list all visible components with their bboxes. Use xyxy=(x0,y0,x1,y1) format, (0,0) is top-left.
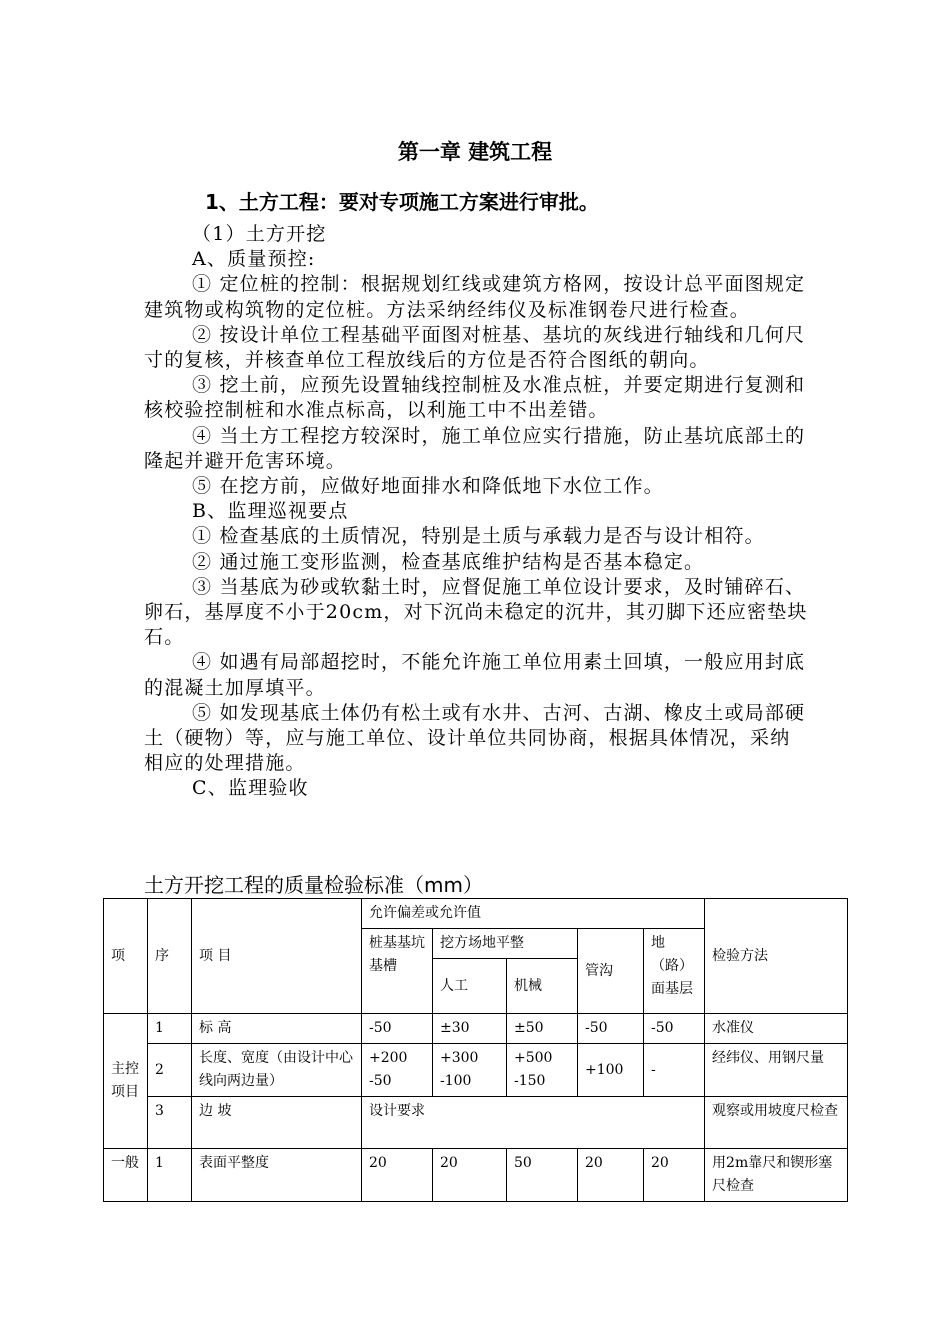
header-site-leveling: 挖方场地平整 xyxy=(433,929,578,959)
header-pile-foundation: 桩基基坑基槽 xyxy=(362,929,433,1014)
row-number: 1 xyxy=(148,1014,192,1044)
cell-value xyxy=(362,1044,433,1097)
header-item: 项 目 xyxy=(192,899,362,1014)
paragraph-b3: ③ 当基底为砂或软黏土时，应督促施工单位设计要求，及时铺碎石、卵石，基厚度不小于20cm，对下沉尚未稳定的沉井，其刃脚下还应密垫块石。 xyxy=(144,575,808,649)
row-item: 长度、宽度（由设计中心线向两边量） xyxy=(192,1044,362,1097)
paragraph-b1: ① 检查基底的土质情况，特别是土质与承载力是否与设计相符。 xyxy=(192,525,765,548)
row-number: 1 xyxy=(148,1149,192,1202)
body-text xyxy=(144,222,808,802)
group-main-control: 主控项目 xyxy=(104,1014,148,1149)
value-lower: -150 xyxy=(514,1073,546,1089)
cell-method: 经纬仪、用钢尺量 xyxy=(705,1044,848,1097)
paragraph-a2: ② 按设计单位工程基础平面图对桩基、基坑的灰线进行轴线和几何尺寸的复核，并核查单位工程放线后的方位是否符合图纸的朝向。 xyxy=(144,323,806,372)
cell-value: - xyxy=(644,1044,705,1097)
quality-standard-table xyxy=(103,898,848,1202)
heading-acceptance: C、监理验收 xyxy=(192,777,309,800)
chapter-title: 第一章 建筑工程 xyxy=(397,140,553,164)
header-category: 项 xyxy=(104,899,148,1014)
heading-inspection-points: B、监理巡视要点 xyxy=(192,500,349,523)
value-upper: +500 xyxy=(514,1050,553,1066)
row-number: 2 xyxy=(148,1044,192,1097)
header-road-base: 地（路）面基层 xyxy=(644,929,705,1014)
paragraph-a1: ① 定位桩的控制：根据规划红线或建筑方格网，按设计总平面图规定建筑物或构筑物的定位桩。方法采纳经纬仪及标准钢卷尺进行检查。 xyxy=(144,273,806,321)
header-sequence: 序 xyxy=(148,899,192,1014)
paragraph-b5: ⑤ 如发现基底土体仍有松土或有水井、古河、古湖、橡皮土或局部硬土（硬物）等，应与施工单位、设计单位共同协商，根据具体情况，采纳相应的处理措施。 xyxy=(144,701,806,775)
cell-value: 20 xyxy=(644,1149,705,1202)
cell-method: 观察或用坡度尺检查 xyxy=(705,1097,848,1149)
cell-value: ±50 xyxy=(507,1014,578,1044)
cell-value xyxy=(433,1044,507,1097)
cell-value: 20 xyxy=(578,1149,644,1202)
value-upper: +300 xyxy=(440,1050,479,1066)
cell-value: -50 xyxy=(578,1014,644,1044)
cell-method: 水准仪 xyxy=(705,1014,848,1044)
heading-earthwork: （1）土方开挖 xyxy=(192,223,327,245)
row-item: 边 坡 xyxy=(192,1097,362,1149)
header-inspection-method: 检验方法 xyxy=(705,899,848,1014)
cell-value xyxy=(507,1044,578,1097)
cell-method: 用2m靠尺和锲形塞尺检查 xyxy=(705,1149,848,1202)
cell-value: +100 xyxy=(578,1044,644,1097)
paragraph-a3: ③ 挖土前，应预先设置轴线控制桩及水准点桩，并要定期进行复测和核校验控制桩和水准点标高，以利施工中不出差错。 xyxy=(144,374,806,422)
group-general: 一般 xyxy=(104,1149,148,1202)
cell-value: -50 xyxy=(644,1014,705,1044)
value-upper: +200 xyxy=(369,1050,408,1066)
cell-value: ±30 xyxy=(433,1014,507,1044)
cell-design-requirement: 设计要求 xyxy=(362,1097,705,1149)
section-title: 1、土方工程：要对专项施工方案进行审批。 xyxy=(205,190,599,214)
paragraph-b4: ④ 如遇有局部超挖时，不能允许施工单位用素土回填，一般应用封底的混凝土加厚填平。 xyxy=(144,651,806,699)
cell-value: 20 xyxy=(433,1149,507,1202)
row-item: 标 高 xyxy=(192,1014,362,1044)
header-allowed-deviation: 允许偏差或允许值 xyxy=(362,899,705,929)
value-lower: -50 xyxy=(369,1073,392,1089)
paragraph-a5: ⑤ 在挖方前，应做好地面排水和降低地下水位工作。 xyxy=(192,475,664,498)
table-caption: 土方开挖工程的质量检验标准（mm） xyxy=(144,873,483,897)
value-lower: -100 xyxy=(440,1073,472,1089)
row-number: 3 xyxy=(148,1097,192,1149)
heading-quality-control: A、质量预控: xyxy=(192,248,316,271)
header-manual: 人工 xyxy=(433,959,507,1014)
cell-value: 20 xyxy=(362,1149,433,1202)
header-pipe-trench: 管沟 xyxy=(578,929,644,1014)
paragraph-a4: ④ 当土方工程挖方较深时，施工单位应实行措施，防止基坑底部土的隆起并避开危害环境。 xyxy=(144,424,806,472)
cell-value: -50 xyxy=(362,1014,433,1044)
header-machine: 机械 xyxy=(507,959,578,1014)
row-item: 表面平整度 xyxy=(192,1149,362,1202)
paragraph-b2: ② 通过施工变形监测，检查基底维护结构是否基本稳定。 xyxy=(192,550,705,573)
cell-value: 50 xyxy=(507,1149,578,1202)
